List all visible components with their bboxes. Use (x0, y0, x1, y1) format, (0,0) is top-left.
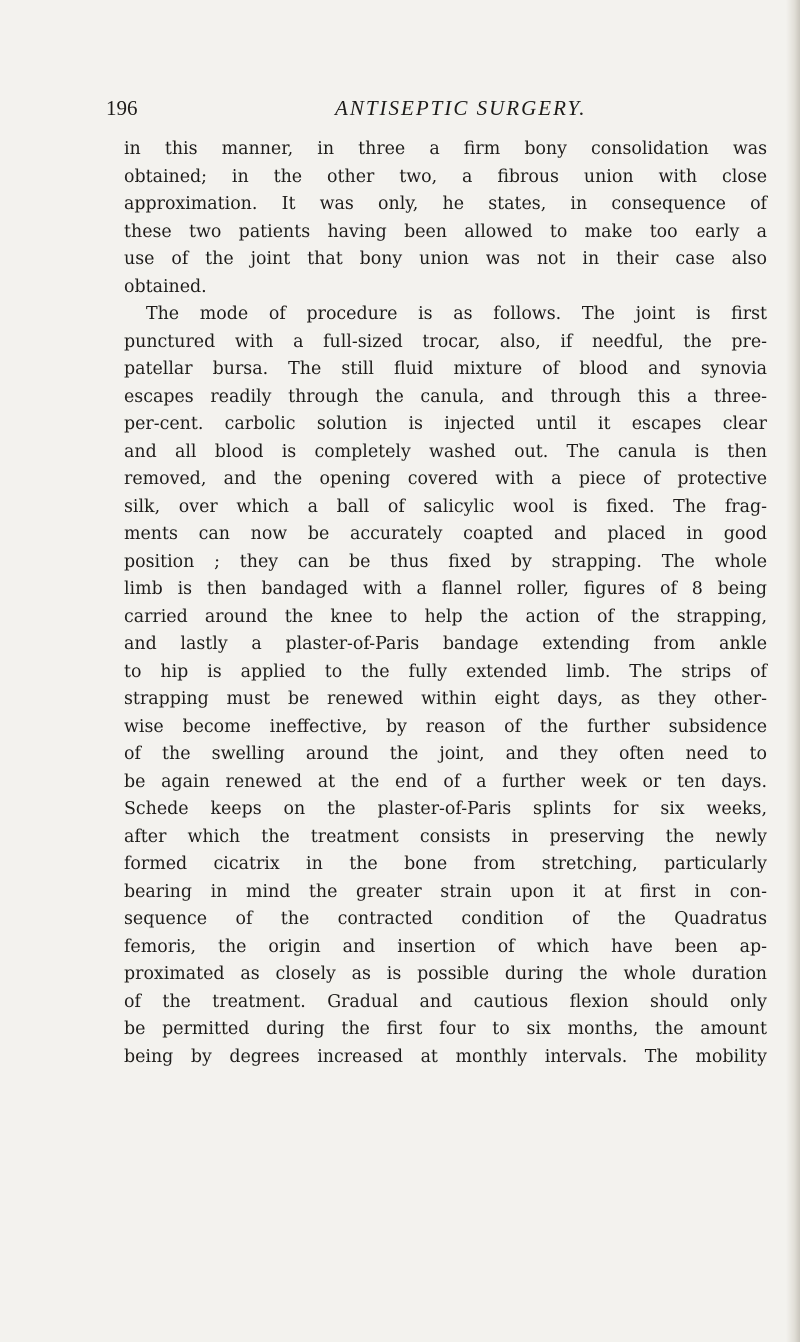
text-line: of the swelling around the joint, and they often need to (124, 744, 767, 764)
text-line: and lastly a plaster-of-Paris bandage extending from ankle (124, 634, 767, 654)
text-line: approximation. It was only, he states, in consequence of (124, 194, 767, 214)
text-line: formed cicatrix in the bone from stretching, particularly (124, 854, 767, 874)
text-line: carried around the knee to help the action of the strapping, (124, 606, 767, 627)
text-line: per-cent. carbolic solution is injected until it escapes clear (124, 414, 767, 434)
text-line: wise become ineffective, by reason of the further subsidence (124, 716, 767, 737)
text-line: obtained; in the other two, a fibrous union with close (124, 166, 767, 187)
running-title: ANTISEPTIC SURGERY. (335, 96, 587, 120)
text-line: being by degrees increased at monthly intervals. The mobility (124, 1046, 767, 1067)
text-line: in this manner, in three a firm bony consolidation was (124, 139, 767, 159)
text-line: sequence of the contracted condition of the Quadratus (124, 909, 767, 929)
text-line: of the treatment. Gradual and cautious flexion should only (124, 991, 767, 1012)
text-line: strapping must be renewed within eight days, as they other- (124, 689, 767, 709)
text-line: use of the joint that bony union was not in their case also (124, 249, 767, 269)
text-line: be permitted during the first four to six months, the amount (124, 1019, 767, 1039)
running-header (106, 96, 766, 126)
page-edge-shadow (786, 0, 800, 1342)
text-line: position ; they can be thus fixed by strapping. The whole (124, 551, 767, 572)
text-line: bearing in mind the greater strain upon it at first in con- (124, 881, 767, 902)
text-line: patellar bursa. The still fluid mixture of blood and synovia (124, 359, 767, 379)
page-number: 196 (106, 96, 138, 120)
text-line: be again renewed at the end of a further week or ten days. (124, 771, 767, 792)
text-line: The mode of procedure is as follows. The joint is first (146, 304, 767, 324)
text-line: removed, and the opening covered with a piece of protective (124, 469, 767, 489)
text-line: after which the treatment consists in preserving the newly (124, 826, 767, 847)
text-line: proximated as closely as is possible during the whole duration (124, 964, 767, 984)
text-line: and all blood is completely washed out. The canula is then (124, 441, 767, 462)
text-line: ments can now be accurately coapted and placed in good (124, 524, 767, 544)
text-line: to hip is applied to the fully extended limb. The strips of (124, 661, 767, 682)
text-line: Schede keeps on the plaster-of-Paris splints for six weeks, (124, 799, 767, 819)
text-line: punctured with a full-sized trocar, also, if needful, the pre- (124, 331, 767, 352)
text-line: femoris, the origin and insertion of which have been ap- (124, 936, 767, 957)
text-line: these two patients having been allowed to make too early a (124, 221, 767, 242)
body-text (124, 136, 767, 1071)
text-line: escapes readily through the canula, and through this a three- (124, 386, 767, 407)
text-line: limb is then bandaged with a flannel roller, figures of 8 being (124, 579, 767, 599)
text-line: obtained. (124, 276, 207, 297)
text-line: silk, over which a ball of salicylic wool is fixed. The frag- (124, 496, 767, 517)
